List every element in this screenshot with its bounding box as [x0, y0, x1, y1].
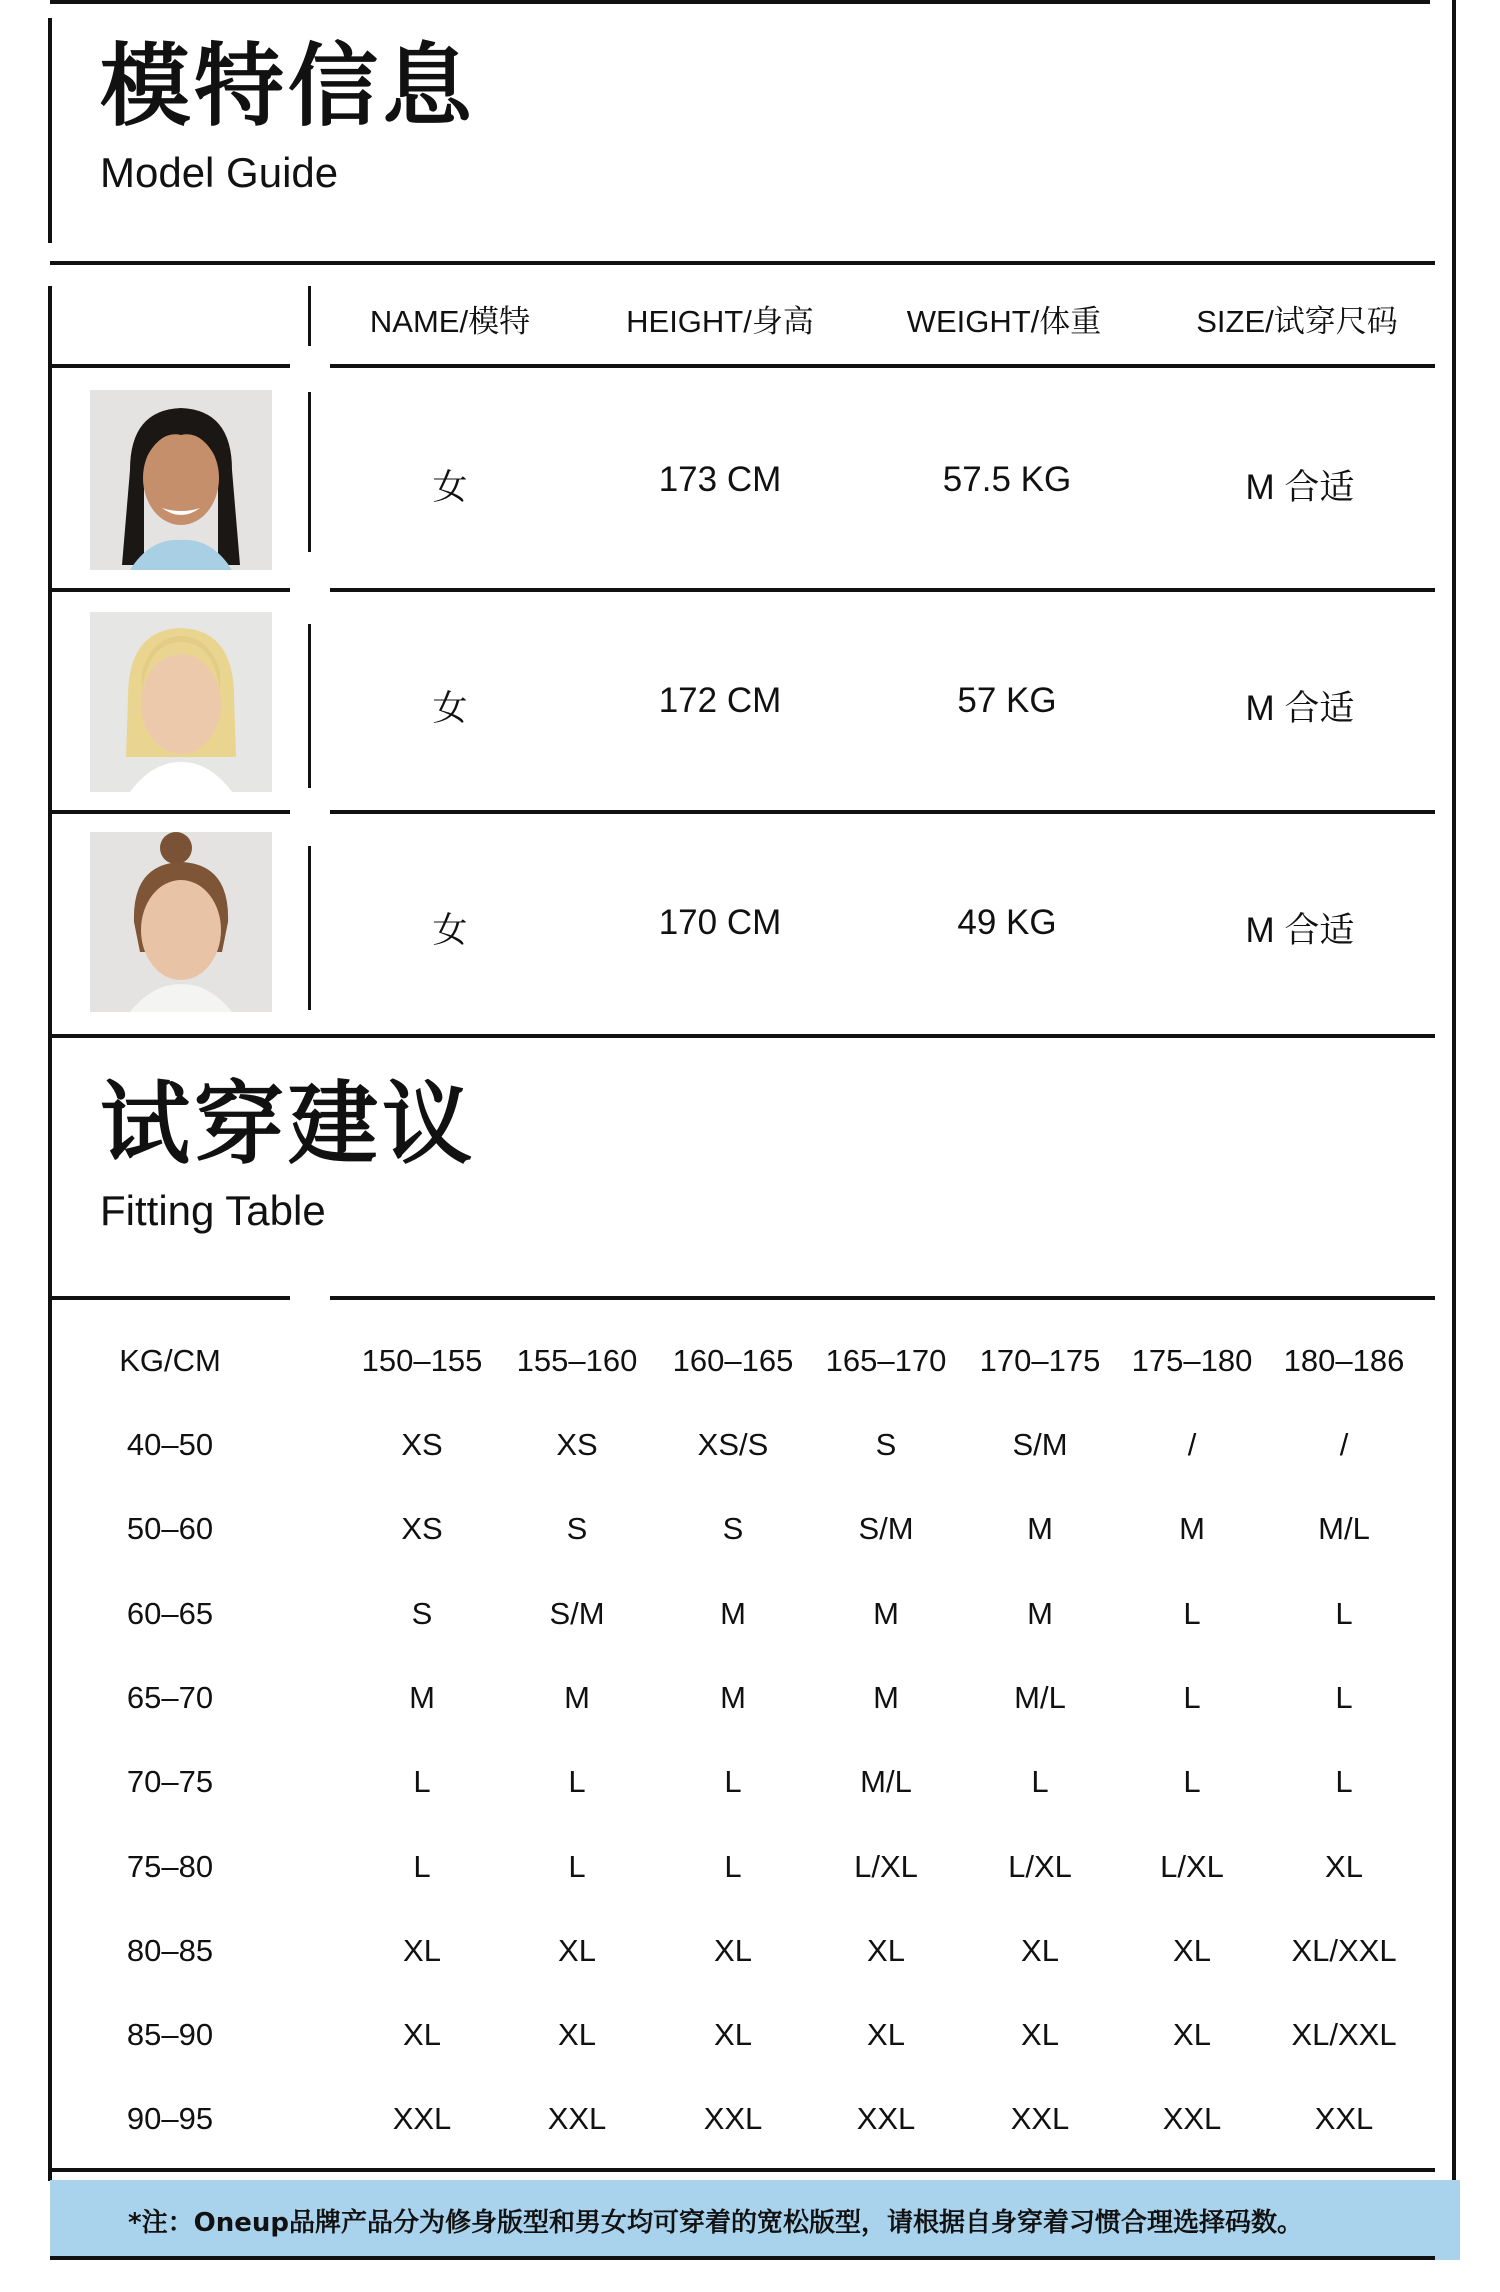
- model-size-1: M 合适: [1245, 468, 1355, 507]
- fitting-size-cell: XL/XXL: [1291, 1932, 1397, 1968]
- fitting-size-cell: XL: [867, 2017, 905, 2053]
- fitting-size-cell: XS: [401, 1427, 443, 1462]
- row-divider-1: [308, 392, 311, 552]
- row-line-2-left: [50, 810, 290, 814]
- model-height-1: 173 CM: [658, 460, 782, 499]
- fitting-size-cell: /: [1339, 1427, 1349, 1462]
- fitting-size-cell: M: [1027, 1511, 1053, 1547]
- note-text: *注：Oneup品牌产品分为修身版型和男女均可穿着的宽松版型，请根据自身穿着习惯合理选择码数。: [128, 2208, 1303, 2238]
- model-size-3: M 合适: [1245, 911, 1355, 950]
- row-line-2-right: [330, 810, 1435, 814]
- fitting-size-cell: XL/XXL: [1291, 2017, 1397, 2053]
- fitting-size-cell: S/M: [858, 1511, 914, 1547]
- fitting-size-cell: L: [1183, 1595, 1201, 1631]
- fitting-row-weight: 50–60: [126, 1511, 214, 1547]
- fitting-section-subtitle: Fitting Table: [100, 1187, 326, 1234]
- fitting-row-weight: 90–95: [126, 2101, 214, 2137]
- fitting-size-cell: S/M: [1012, 1427, 1068, 1462]
- fitting-size-cell: XS: [401, 1511, 443, 1547]
- fitting-size-cell: M: [873, 1679, 899, 1715]
- fitting-size-cell: L: [568, 1764, 586, 1800]
- fitting-size-cell: S: [566, 1511, 588, 1547]
- fitting-row-weight: 80–85: [126, 1932, 214, 1968]
- fitting-column-header: 170–175: [979, 1343, 1101, 1378]
- note-banner: [50, 2180, 1460, 2260]
- fitting-size-cell: L: [1183, 1679, 1201, 1715]
- model-table-divider-header: [308, 286, 311, 346]
- fitting-size-cell: XL: [714, 2017, 752, 2053]
- note-top-line: [50, 2168, 1435, 2172]
- fitting-size-cell: L: [1031, 1764, 1049, 1800]
- fitting-size-cell: L: [413, 1848, 431, 1884]
- fitting-row-weight: 40–50: [126, 1427, 214, 1462]
- fitting-size-cell: XL: [558, 1932, 596, 1968]
- fitting-size-cell: S: [875, 1427, 897, 1462]
- fitting-size-cell: S: [722, 1511, 744, 1547]
- model-photo-3: [90, 832, 272, 1012]
- fitting-size-cell: M: [1027, 1595, 1053, 1631]
- fitting-column-header: 180–186: [1283, 1343, 1405, 1378]
- fitting-size-cell: L/XL: [854, 1848, 918, 1884]
- fitting-size-cell: M: [564, 1679, 590, 1715]
- model-weight-2: 57 KG: [957, 681, 1057, 720]
- fitting-size-cell: XXL: [392, 2101, 452, 2137]
- top-border: [50, 0, 1430, 4]
- fitting-size-cell: XXL: [703, 2101, 763, 2137]
- note-bottom-line: [50, 2256, 1435, 2260]
- fitting-size-cell: M/L: [860, 1764, 912, 1800]
- fitting-size-cell: XS/S: [697, 1427, 769, 1462]
- fitting-size-cell: L/XL: [1160, 1848, 1224, 1884]
- model-size-2: M 合适: [1245, 689, 1355, 728]
- fitting-size-cell: M/L: [1014, 1679, 1066, 1715]
- fitting-corner-label: KG/CM: [119, 1343, 221, 1378]
- fitting-size-cell: XXL: [1162, 2101, 1222, 2137]
- model-name-2: 女: [432, 689, 468, 728]
- fitting-size-cell: XL: [403, 2017, 441, 2053]
- fitting-column-header: 150–155: [361, 1343, 483, 1378]
- fitting-size-cell: L: [724, 1848, 742, 1884]
- fitting-size-cell: L: [1335, 1679, 1353, 1715]
- fitting-section-title: 试穿建议: [100, 1072, 476, 1177]
- fitting-row-weight: 75–80: [126, 1848, 214, 1884]
- fitting-size-cell: XXL: [856, 2101, 916, 2137]
- fitting-size-cell: XL: [1173, 1932, 1211, 1968]
- model-weight-1: 57.5 KG: [942, 460, 1072, 499]
- fitting-size-cell: M: [720, 1595, 746, 1631]
- model-section-subtitle: Model Guide: [100, 149, 339, 196]
- model-header-line-left: [50, 364, 290, 368]
- fitting-size-cell: M: [720, 1679, 746, 1715]
- fitting-size-cell: XS: [556, 1427, 598, 1462]
- model-height-3: 170 CM: [658, 903, 782, 942]
- fitting-size-cell: XL: [714, 1932, 752, 1968]
- model-name-1: 女: [432, 468, 468, 507]
- header-weight: WEIGHT/体重: [906, 304, 1102, 339]
- row-line-1-right: [330, 588, 1435, 592]
- model-height-2: 172 CM: [658, 681, 782, 720]
- model-photo-2: [90, 612, 272, 792]
- fitting-line-right: [330, 1296, 1435, 1300]
- model-weight-3: 49 KG: [957, 903, 1057, 942]
- fitting-size-cell: XL: [1325, 1848, 1363, 1884]
- fitting-column-header: 155–160: [516, 1343, 638, 1378]
- fitting-column-header: 165–170: [825, 1343, 947, 1378]
- row-divider-2: [308, 624, 311, 788]
- fitting-size-cell: L: [724, 1764, 742, 1800]
- fitting-column-header: 160–165: [672, 1343, 794, 1378]
- fitting-row-weight: 60–65: [126, 1595, 214, 1631]
- fitting-size-cell: XL: [558, 2017, 596, 2053]
- fitting-size-cell: M: [409, 1679, 435, 1715]
- fitting-column-header: 175–180: [1131, 1343, 1253, 1378]
- fitting-line-left: [50, 1296, 290, 1300]
- header-name: NAME/模特: [369, 304, 531, 339]
- model-photo-1: [90, 390, 272, 570]
- fitting-size-cell: M/L: [1318, 1511, 1370, 1547]
- fitting-size-cell: L: [568, 1848, 586, 1884]
- fitting-size-cell: L: [1335, 1764, 1353, 1800]
- model-table-bottom-line: [50, 1034, 1435, 1038]
- header-size: SIZE/试穿尺码: [1196, 304, 1398, 339]
- fitting-size-cell: S: [411, 1595, 433, 1631]
- fitting-size-cell: M: [1179, 1511, 1205, 1547]
- fitting-size-cell: XXL: [547, 2101, 607, 2137]
- fitting-row-weight: 85–90: [126, 2017, 214, 2053]
- fitting-size-cell: XXL: [1010, 2101, 1070, 2137]
- fitting-size-cell: L: [1183, 1764, 1201, 1800]
- fitting-size-cell: XL: [867, 1932, 905, 1968]
- fitting-size-cell: L: [413, 1764, 431, 1800]
- fitting-size-cell: M: [873, 1595, 899, 1631]
- fitting-row-weight: 65–70: [126, 1679, 214, 1715]
- row-divider-3: [308, 846, 311, 1010]
- fitting-size-cell: L/XL: [1008, 1848, 1072, 1884]
- fitting-size-cell: /: [1187, 1427, 1197, 1462]
- fitting-size-cell: S/M: [549, 1595, 605, 1631]
- row-line-1-left: [50, 588, 290, 592]
- left-border-main: [48, 286, 52, 2181]
- fitting-size-cell: L: [1335, 1595, 1353, 1631]
- fitting-size-cell: XL: [1021, 2017, 1059, 2053]
- header-height: HEIGHT/身高: [626, 304, 814, 339]
- fitting-size-cell: XL: [1021, 1932, 1059, 1968]
- fitting-row-weight: 70–75: [126, 1764, 214, 1800]
- fitting-size-cell: XL: [403, 1932, 441, 1968]
- model-section-title: 模特信息: [100, 34, 476, 139]
- model-name-3: 女: [432, 911, 468, 950]
- right-border: [1452, 0, 1456, 2260]
- model-header-line-right: [330, 364, 1435, 368]
- fitting-size-cell: XL: [1173, 2017, 1211, 2053]
- left-border-top: [48, 18, 52, 243]
- model-table-top-line: [50, 261, 1435, 265]
- fitting-size-cell: XXL: [1314, 2101, 1374, 2137]
